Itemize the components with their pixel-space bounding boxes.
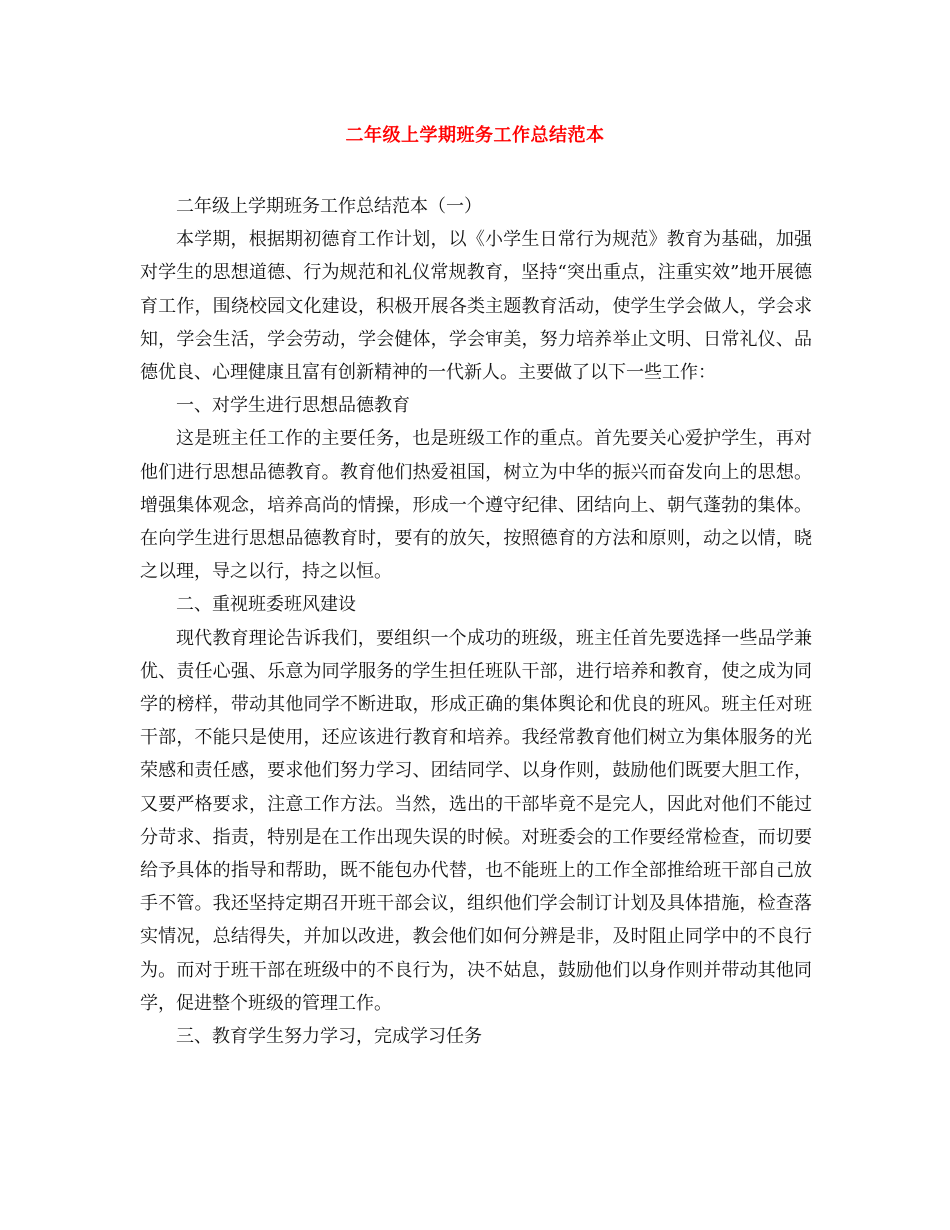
paragraph-section-2: 现代教育理论告诉我们，要组织一个成功的班级，班主任首先要选择一些品学兼优、责任心强、乐意为同学服务的学生担任班队干部，进行培养和教育，使之成为同学的榜样，带动其他同学不断进取，形成正确的集体舆论和优良的班风。班主任对班干部，不能只是使用，还应该进行教育和培养。我经常教育他们树立为集体服务的光荣感和责任感，要求他们努力学习、团结同学、以身作则，鼓励他们既要大胆工作，又要严格要求，注意工作方法。当然，选出的干部毕竟不是完人，因此对他们不能过分苛求、指责，特别是在工作出现失误的时候。对班委会的工作要经常检查，而切要给予具体的指导和帮助，既不能包办代替，也不能班上的工作全部推给班干部自己放手不管。我还坚持定期召开班干部会议，组织他们学会制订计划及具体措施，检查落实情况，总结得失，并加以改进，教会他们如何分辨是非，及时阻止同学中的不良行为。而对于班干部在班级中的不良行为，决不姑息，鼓励他们以身作则并带动其他同学，促进整个班级的管理工作。 [140, 627, 812, 1014]
section-heading-subtitle: 二年级上学期班务工作总结范本（一） [176, 196, 482, 217]
section-heading-2: 二、重视班委班风建设 [176, 594, 356, 616]
document-body [140, 190, 812, 1053]
section-heading-3: 三、教育学生努力学习，完成学习任务 [176, 1026, 482, 1048]
paragraph-section-1: 这是班主任工作的主要任务，也是班级工作的重点。首先要关心爱护学生，再对他们进行思想品德教育。教育他们热爱祖国，树立为中华的振兴而奋发向上的思想。增强集体观念，培养高尚的情操，形成一个遵守纪律、团结向上、朝气蓬勃的集体。在向学生进行思想品德教育时，要有的放矢，按照德育的方法和原则，动之以情，晓之以理，导之以行，持之以恒。 [140, 428, 812, 583]
document-title: 二年级上学期班务工作总结范本 [345, 125, 605, 146]
paragraph-intro: 本学期，根据期初德育工作计划，以《小学生日常行为规范》教育为基础，加强对学生的思想道德、行为规范和礼仪常规教育，坚持“突出重点，注重实效”地开展德育工作，围绕校园文化建设，积极开展各类主题教育活动，使学生学会做人，学会求知，学会生活，学会劳动，学会健体，学会审美，努力培养举止文明、日常礼仪、品德优良、心理健康且富有创新精神的一代新人。主要做了以下一些工作： [140, 229, 812, 384]
section-heading-1: 一、对学生进行思想品德教育 [176, 395, 410, 417]
